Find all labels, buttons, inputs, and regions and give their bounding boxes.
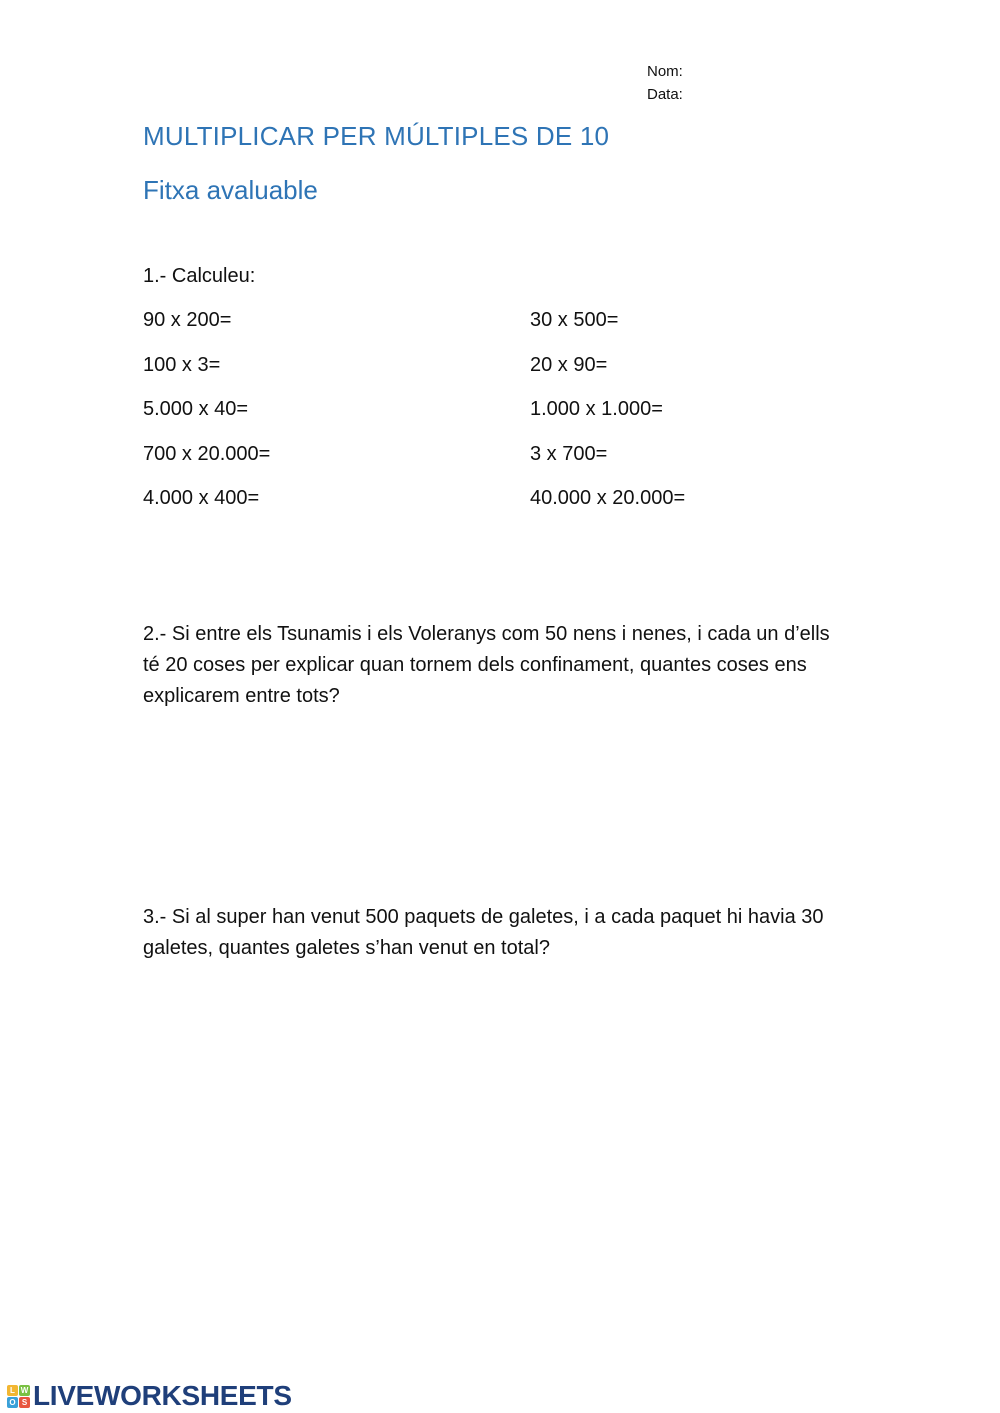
operation-left: 4.000 x 400= xyxy=(143,487,260,509)
logo-tile: S xyxy=(19,1397,30,1408)
question-3-text: 3.- Si al super han venut 500 paquets de galetes, i a cada paquet hi havia 30 galetes, quantes galetes s’han venut en total? xyxy=(143,906,824,959)
operation-row xyxy=(143,309,843,354)
logo-tile: W xyxy=(20,1385,29,1395)
operation-row xyxy=(143,487,843,532)
operation-left: 5.000 x 40= xyxy=(143,398,249,420)
header-fields xyxy=(647,60,683,106)
date-label: Data: xyxy=(647,86,683,103)
liveworksheets-logo xyxy=(7,1380,292,1412)
logo-tile: L xyxy=(7,1385,18,1396)
name-label: Nom: xyxy=(647,63,683,80)
operations-grid xyxy=(143,309,843,532)
operation-right: 1.000 x 1.000= xyxy=(530,398,663,420)
operation-right: 40.000 x 20.000= xyxy=(530,487,686,509)
operation-row xyxy=(143,354,843,399)
logo-mark-icon xyxy=(7,1385,30,1408)
operation-left: 90 x 200= xyxy=(143,309,232,331)
operation-right: 20 x 90= xyxy=(530,353,608,376)
operation-row xyxy=(143,443,843,488)
operation-right: 30 x 500= xyxy=(530,309,619,331)
operation-row xyxy=(143,398,843,443)
question-2-text: 2.- Si entre els Tsunamis i els Voleranys com 50 nens i nenes, i cada un d’ells té 20 coses per explicar quan tornem dels confinament, quantes coses ens explicarem entre tots? xyxy=(143,623,830,707)
page-title: MULTIPLICAR PER MÚLTIPLES DE 10 xyxy=(143,121,610,151)
operation-right: 3 x 700= xyxy=(530,442,608,465)
logo-text: LIVEWORKSHEETS xyxy=(33,1380,292,1411)
page-subtitle: Fitxa avaluable xyxy=(143,175,318,205)
logo-tile: O xyxy=(7,1397,18,1408)
operation-left: 100 x 3= xyxy=(143,353,221,376)
operation-left: 700 x 20.000= xyxy=(143,442,271,465)
question-1-heading: 1.- Calculeu: xyxy=(143,265,256,287)
